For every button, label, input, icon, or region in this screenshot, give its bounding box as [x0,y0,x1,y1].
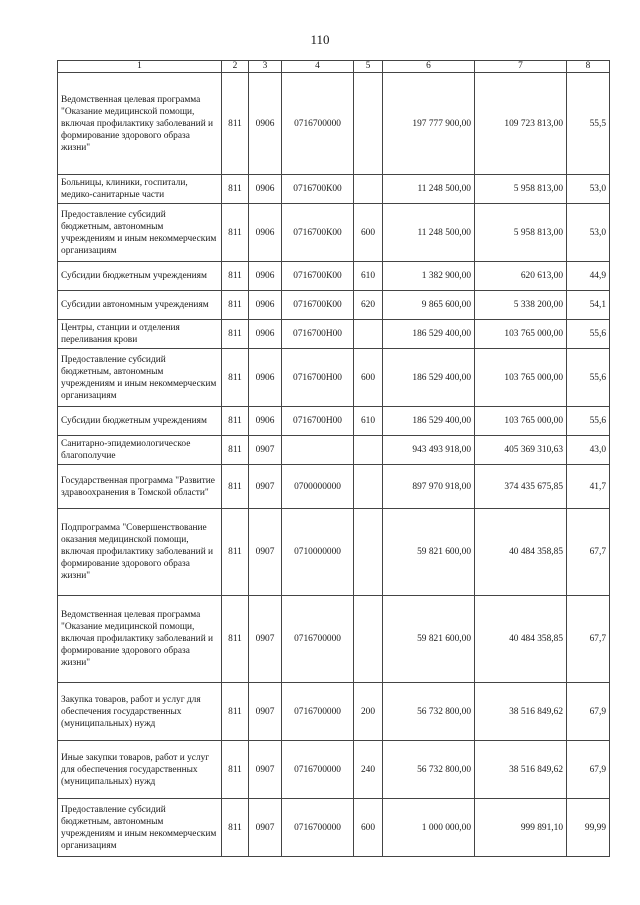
row-value-8: 67,7 [567,596,610,683]
row-value-6: 59 821 600,00 [383,509,475,596]
row-value-8: 99,99 [567,799,610,857]
row-code-4: 0716700Н00 [282,349,354,407]
row-value-8: 41,7 [567,465,610,509]
column-header: 7 [475,61,567,73]
row-value-8: 55,6 [567,320,610,349]
row-code-3: 0907 [249,741,282,799]
row-code-4: 0716700000 [282,73,354,175]
row-code-4 [282,436,354,465]
row-code-5 [354,175,383,204]
row-code-5: 240 [354,741,383,799]
table-row [58,407,610,436]
row-code-2: 811 [222,741,249,799]
row-code-4: 0716700К00 [282,175,354,204]
row-value-8: 44,9 [567,262,610,291]
header-row [58,61,610,73]
row-value-6: 897 970 918,00 [383,465,475,509]
row-value-6: 56 732 800,00 [383,741,475,799]
row-value-7: 40 484 358,85 [475,509,567,596]
row-code-3: 0906 [249,320,282,349]
row-value-8: 67,9 [567,683,610,741]
row-code-5 [354,320,383,349]
row-code-3: 0907 [249,596,282,683]
table-row [58,741,610,799]
row-name: Подпрограмма "Совершенствование оказания медицинской помощи, включая профилактику заболеваний и формирование здорового образа жизни" [58,509,222,596]
table-row [58,349,610,407]
row-code-4: 0710000000 [282,509,354,596]
row-value-7: 620 613,00 [475,262,567,291]
column-header: 2 [222,61,249,73]
row-code-3: 0907 [249,509,282,596]
row-code-4: 0716700000 [282,596,354,683]
row-value-6: 197 777 900,00 [383,73,475,175]
row-code-2: 811 [222,683,249,741]
row-value-6: 186 529 400,00 [383,320,475,349]
row-value-7: 999 891,10 [475,799,567,857]
row-code-4: 0716700000 [282,683,354,741]
row-code-2: 811 [222,407,249,436]
row-code-2: 811 [222,175,249,204]
table-row [58,596,610,683]
row-code-2: 811 [222,436,249,465]
table-row [58,683,610,741]
row-code-5: 600 [354,799,383,857]
table-row [58,320,610,349]
row-value-6: 1 000 000,00 [383,799,475,857]
row-value-8: 55,6 [567,349,610,407]
row-value-7: 38 516 849,62 [475,683,567,741]
row-code-4: 0716700К00 [282,262,354,291]
row-name: Предоставление субсидий бюджетным, автономным учреждениям и иным некоммерческим организациям [58,204,222,262]
table-row [58,291,610,320]
row-code-2: 811 [222,320,249,349]
column-header: 5 [354,61,383,73]
column-header: 1 [58,61,222,73]
row-value-6: 9 865 600,00 [383,291,475,320]
row-code-5 [354,509,383,596]
row-code-3: 0906 [249,73,282,175]
page-number: 110 [310,32,330,47]
row-code-4: 0716700Н00 [282,407,354,436]
row-value-7: 38 516 849,62 [475,741,567,799]
row-value-6: 59 821 600,00 [383,596,475,683]
row-value-7: 109 723 813,00 [475,73,567,175]
row-name: Предоставление субсидий бюджетным, автономным учреждениям и иным некоммерческим организациям [58,799,222,857]
row-value-7: 374 435 675,85 [475,465,567,509]
row-code-5 [354,596,383,683]
row-value-7: 5 958 813,00 [475,175,567,204]
column-header: 8 [567,61,610,73]
row-name: Закупка товаров, работ и услуг для обеспечения государственных (муниципальных) нужд [58,683,222,741]
row-code-2: 811 [222,509,249,596]
row-code-5: 600 [354,204,383,262]
row-code-3: 0906 [249,291,282,320]
row-code-2: 811 [222,799,249,857]
row-value-6: 943 493 918,00 [383,436,475,465]
row-value-7: 40 484 358,85 [475,596,567,683]
row-code-5 [354,436,383,465]
row-code-5: 620 [354,291,383,320]
budget-table [57,60,610,857]
row-value-7: 405 369 310,63 [475,436,567,465]
row-code-2: 811 [222,262,249,291]
row-code-3: 0907 [249,465,282,509]
row-code-4: 0716700000 [282,741,354,799]
row-name: Ведомственная целевая программа "Оказание медицинской помощи, включая профилактику заболеваний и формирование здорового образа жизни" [58,73,222,175]
row-code-3: 0906 [249,175,282,204]
row-code-3: 0906 [249,204,282,262]
row-code-2: 811 [222,349,249,407]
row-code-4: 0716700000 [282,799,354,857]
row-code-4: 0716700К00 [282,204,354,262]
row-name: Субсидии бюджетным учреждениям [58,407,222,436]
table-row [58,204,610,262]
row-value-8: 55,5 [567,73,610,175]
column-header: 6 [383,61,475,73]
row-code-2: 811 [222,73,249,175]
row-code-5: 600 [354,349,383,407]
column-header: 4 [282,61,354,73]
row-code-3: 0907 [249,683,282,741]
row-name: Государственная программа "Развитие здравоохранения в Томской области" [58,465,222,509]
row-value-8: 43,0 [567,436,610,465]
row-code-3: 0906 [249,349,282,407]
row-name: Субсидии бюджетным учреждениям [58,262,222,291]
row-value-7: 103 765 000,00 [475,407,567,436]
table-body [58,61,610,857]
row-value-6: 186 529 400,00 [383,407,475,436]
table-row [58,799,610,857]
table-row [58,436,610,465]
row-code-2: 811 [222,291,249,320]
row-name: Предоставление субсидий бюджетным, автономным учреждениям и иным некоммерческим организациям [58,349,222,407]
column-header: 3 [249,61,282,73]
row-code-3: 0907 [249,436,282,465]
row-code-5 [354,73,383,175]
row-name: Субсидии автономным учреждениям [58,291,222,320]
row-name: Центры, станции и отделения переливания крови [58,320,222,349]
row-code-5: 610 [354,262,383,291]
row-value-6: 11 248 500,00 [383,175,475,204]
row-value-7: 5 958 813,00 [475,204,567,262]
row-code-3: 0906 [249,407,282,436]
row-value-8: 53,0 [567,175,610,204]
row-value-8: 53,0 [567,204,610,262]
row-value-6: 186 529 400,00 [383,349,475,407]
row-code-5 [354,465,383,509]
row-value-7: 5 338 200,00 [475,291,567,320]
table-row [58,175,610,204]
row-value-6: 11 248 500,00 [383,204,475,262]
row-name: Ведомственная целевая программа "Оказание медицинской помощи, включая профилактику заболеваний и формирование здорового образа жизни" [58,596,222,683]
row-value-7: 103 765 000,00 [475,320,567,349]
table-row [58,465,610,509]
row-code-4: 0716700К00 [282,291,354,320]
row-code-5: 200 [354,683,383,741]
row-name: Санитарно-эпидемиологическое благополучие [58,436,222,465]
row-value-6: 1 382 900,00 [383,262,475,291]
table-row [58,509,610,596]
row-name: Больницы, клиники, госпитали, медико-санитарные части [58,175,222,204]
row-value-8: 67,7 [567,509,610,596]
row-code-5: 610 [354,407,383,436]
row-code-2: 811 [222,596,249,683]
table-row [58,73,610,175]
row-value-8: 55,6 [567,407,610,436]
row-value-6: 56 732 800,00 [383,683,475,741]
row-name: Иные закупки товаров, работ и услуг для обеспечения государственных (муниципальных) нужд [58,741,222,799]
row-code-3: 0906 [249,262,282,291]
row-code-2: 811 [222,465,249,509]
row-code-2: 811 [222,204,249,262]
row-value-7: 103 765 000,00 [475,349,567,407]
row-code-3: 0907 [249,799,282,857]
row-code-4: 0700000000 [282,465,354,509]
row-value-8: 54,1 [567,291,610,320]
table-row [58,262,610,291]
row-value-8: 67,9 [567,741,610,799]
row-code-4: 0716700Н00 [282,320,354,349]
